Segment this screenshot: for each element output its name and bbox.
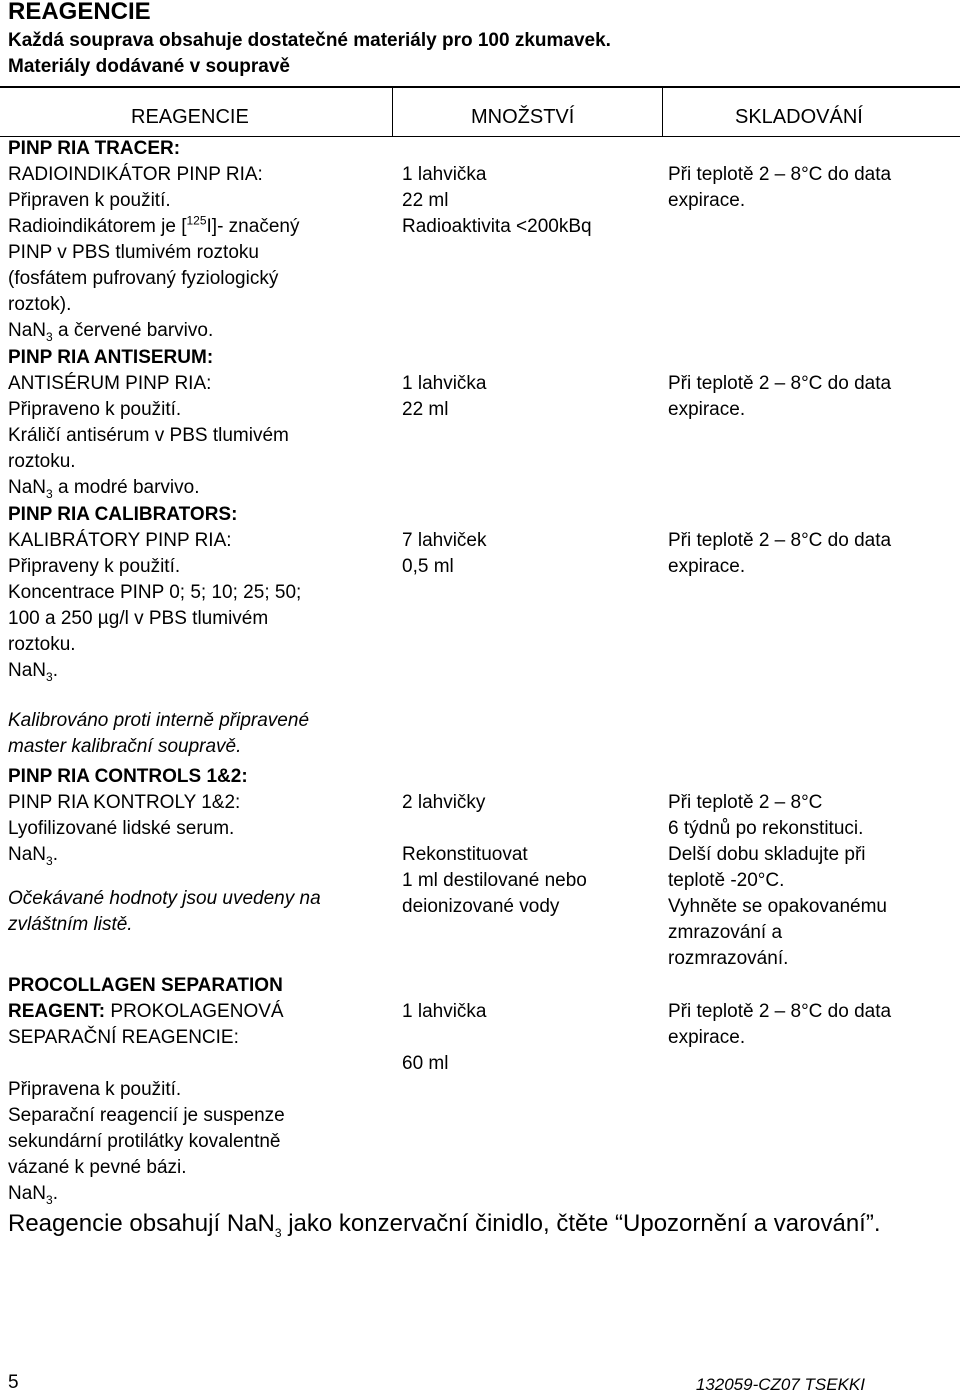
reagent-title: REAGENT: bbox=[8, 1001, 106, 1022]
text: Radioindikátorem je [ bbox=[8, 216, 187, 237]
quantity-line: 22 ml bbox=[402, 399, 449, 420]
reagent-line bbox=[8, 999, 285, 1025]
reagent-line: sekundární protilátky kovalentně bbox=[8, 1131, 281, 1152]
text: a modré barvivo. bbox=[52, 477, 200, 498]
reagent-line bbox=[8, 475, 289, 501]
storage-line: Při teplotě 2 – 8°C do data bbox=[668, 373, 892, 394]
storage-antiserum bbox=[668, 371, 891, 423]
reagent-line: ANTISÉRUM PINP RIA: bbox=[8, 373, 212, 394]
storage-line: zmrazování a bbox=[668, 922, 783, 943]
page-number: 5 bbox=[8, 1372, 19, 1393]
reagent-line bbox=[8, 658, 309, 684]
reagent-line: roztok). bbox=[8, 294, 72, 315]
storage-separation bbox=[668, 999, 891, 1051]
reagent-line: SEPARAČNÍ REAGENCIE: bbox=[8, 1027, 239, 1048]
text: . bbox=[52, 1183, 58, 1204]
storage-line: expirace. bbox=[668, 1027, 746, 1048]
subscript: 3 bbox=[274, 1225, 282, 1240]
storage-line: Při teplotě 2 – 8°C do data bbox=[668, 530, 892, 551]
reagent-title: PINP RIA ANTISERUM: bbox=[8, 347, 214, 368]
reagent-line: RADIOINDIKÁTOR PINP RIA: bbox=[8, 164, 263, 185]
reagent-line: Připravena k použití. bbox=[8, 1079, 182, 1100]
quantity-line: 2 lahvičky bbox=[402, 792, 486, 813]
reagent-line bbox=[8, 214, 299, 240]
reagent-line: Kalibrováno proti interně připravené bbox=[8, 710, 310, 731]
quantity-line: 7 lahviček bbox=[402, 530, 487, 551]
reagent-line: master kalibrační soupravě. bbox=[8, 736, 242, 757]
text: NaN bbox=[8, 477, 47, 498]
reagent-line: Separační reagencií je suspenze bbox=[8, 1105, 285, 1126]
reagent-line: Připraven k použití. bbox=[8, 190, 171, 211]
reagent-line bbox=[8, 318, 299, 344]
doc-title: REAGENCIE bbox=[8, 0, 151, 25]
storage-line: 6 týdnů po rekonstituci. bbox=[668, 818, 864, 839]
column-header-quantity: MNOŽSTVÍ bbox=[471, 106, 575, 128]
reagent-title: PINP RIA CALIBRATORS: bbox=[8, 504, 238, 525]
column-header-reagent: REAGENCIE bbox=[131, 106, 249, 128]
text: NaN bbox=[8, 660, 47, 681]
reagent-line bbox=[8, 1181, 285, 1207]
storage-tracer bbox=[668, 162, 891, 214]
section-heading: Materiály dodávané v soupravě bbox=[8, 56, 290, 77]
spacer bbox=[8, 868, 321, 886]
storage-line: expirace. bbox=[668, 190, 746, 211]
text: Reagencie obsahují NaN bbox=[8, 1210, 275, 1237]
storage-line: Při teplotě 2 – 8°C bbox=[668, 792, 823, 813]
reagent-line: Připraveno k použití. bbox=[8, 399, 182, 420]
quantity-line: 1 lahvička bbox=[402, 373, 487, 394]
reagent-line bbox=[8, 842, 321, 868]
document-code: 132059-CZ07 TSEKKI bbox=[695, 1375, 865, 1394]
quantity-line: 1 lahvička bbox=[402, 164, 487, 185]
spacer bbox=[8, 1051, 285, 1077]
text: . bbox=[52, 844, 58, 865]
reagent-title: PINP RIA TRACER: bbox=[8, 138, 181, 159]
quantity-calibrators bbox=[402, 528, 487, 580]
reagent-title: PINP RIA CONTROLS 1&2: bbox=[8, 766, 248, 787]
storage-line: teplotě -20°C. bbox=[668, 870, 785, 891]
spacer bbox=[402, 1025, 487, 1051]
subscript: 3 bbox=[46, 853, 53, 868]
quantity-line: Rekonstituovat bbox=[402, 844, 528, 865]
text: NaN bbox=[8, 320, 47, 341]
reagent-line: PINP RIA KONTROLY 1&2: bbox=[8, 792, 241, 813]
table-top-rule bbox=[0, 86, 960, 88]
spacer bbox=[8, 684, 309, 708]
storage-line: Vyhněte se opakovanému bbox=[668, 896, 888, 917]
reagent-antiserum bbox=[8, 345, 289, 501]
quantity-line: 60 ml bbox=[402, 1053, 449, 1074]
storage-line: expirace. bbox=[668, 399, 746, 420]
reagent-line: roztoku. bbox=[8, 634, 76, 655]
reagent-line: PINP v PBS tlumivém roztoku bbox=[8, 242, 259, 263]
storage-line: rozmrazování. bbox=[668, 948, 789, 969]
quantity-antiserum bbox=[402, 371, 487, 423]
reagent-line: vázané k pevné bázi. bbox=[8, 1157, 187, 1178]
subscript: 3 bbox=[46, 329, 53, 344]
reagent-line: roztoku. bbox=[8, 451, 76, 472]
storage-line: Delší dobu skladujte při bbox=[668, 844, 866, 865]
reagent-line: Koncentrace PINP 0; 5; 10; 25; 50; bbox=[8, 582, 302, 603]
storage-controls bbox=[668, 790, 887, 972]
spacer bbox=[402, 816, 587, 842]
text: I]- značený bbox=[206, 216, 300, 237]
text: NaN bbox=[8, 844, 47, 865]
text: a červené barvivo. bbox=[52, 320, 214, 341]
preservative-note bbox=[8, 1208, 908, 1240]
reagent-tracer bbox=[8, 136, 299, 344]
quantity-line: 0,5 ml bbox=[402, 556, 454, 577]
reagent-calibrators bbox=[8, 502, 309, 760]
table-header-row bbox=[0, 106, 960, 136]
subscript: 3 bbox=[46, 669, 53, 684]
reagent-line: KALIBRÁTORY PINP RIA: bbox=[8, 530, 232, 551]
quantity-line: deionizované vody bbox=[402, 896, 560, 917]
column-header-storage: SKLADOVÁNÍ bbox=[735, 106, 863, 128]
storage-calibrators bbox=[668, 528, 891, 580]
quantity-line: Radioaktivita <200kBq bbox=[402, 216, 592, 237]
quantity-tracer bbox=[402, 162, 592, 240]
quantity-line: 22 ml bbox=[402, 190, 449, 211]
reagent-controls bbox=[8, 764, 321, 938]
subscript: 3 bbox=[46, 486, 53, 501]
quantity-line: 1 lahvička bbox=[402, 1001, 487, 1022]
reagent-title: PROCOLLAGEN SEPARATION bbox=[8, 975, 283, 996]
text: PROKOLAGENOVÁ bbox=[105, 1001, 284, 1022]
quantity-controls bbox=[402, 790, 587, 920]
quantity-line: 1 ml destilované nebo bbox=[402, 870, 587, 891]
reagent-line: Lyofilizované lidské serum. bbox=[8, 818, 235, 839]
doc-subtitle: Každá souprava obsahuje dostatečné materiály pro 100 zkumavek. bbox=[8, 30, 611, 51]
text: . bbox=[52, 660, 58, 681]
reagent-separation bbox=[8, 973, 285, 1207]
storage-line: Při teplotě 2 – 8°C do data bbox=[668, 164, 892, 185]
quantity-separation bbox=[402, 999, 487, 1077]
storage-line: Při teplotě 2 – 8°C do data bbox=[668, 1001, 892, 1022]
reagent-line: zvláštním listě. bbox=[8, 914, 133, 935]
reagent-line: Králičí antisérum v PBS tlumivém bbox=[8, 425, 289, 446]
reagent-line: 100 a 250 µg/l v PBS tlumivém bbox=[8, 608, 269, 629]
storage-line: expirace. bbox=[668, 556, 746, 577]
superscript: 125 bbox=[186, 213, 207, 228]
text: jako konzervační činidlo, čtěte “Upozornění a varování”. bbox=[281, 1210, 881, 1237]
text: NaN bbox=[8, 1183, 47, 1204]
reagent-line: (fosfátem pufrovaný fyziologický bbox=[8, 268, 279, 289]
reagent-line: Očekávané hodnoty jsou uvedeny na bbox=[8, 888, 321, 909]
reagent-line: Připraveny k použití. bbox=[8, 556, 181, 577]
subscript: 3 bbox=[46, 1192, 53, 1207]
